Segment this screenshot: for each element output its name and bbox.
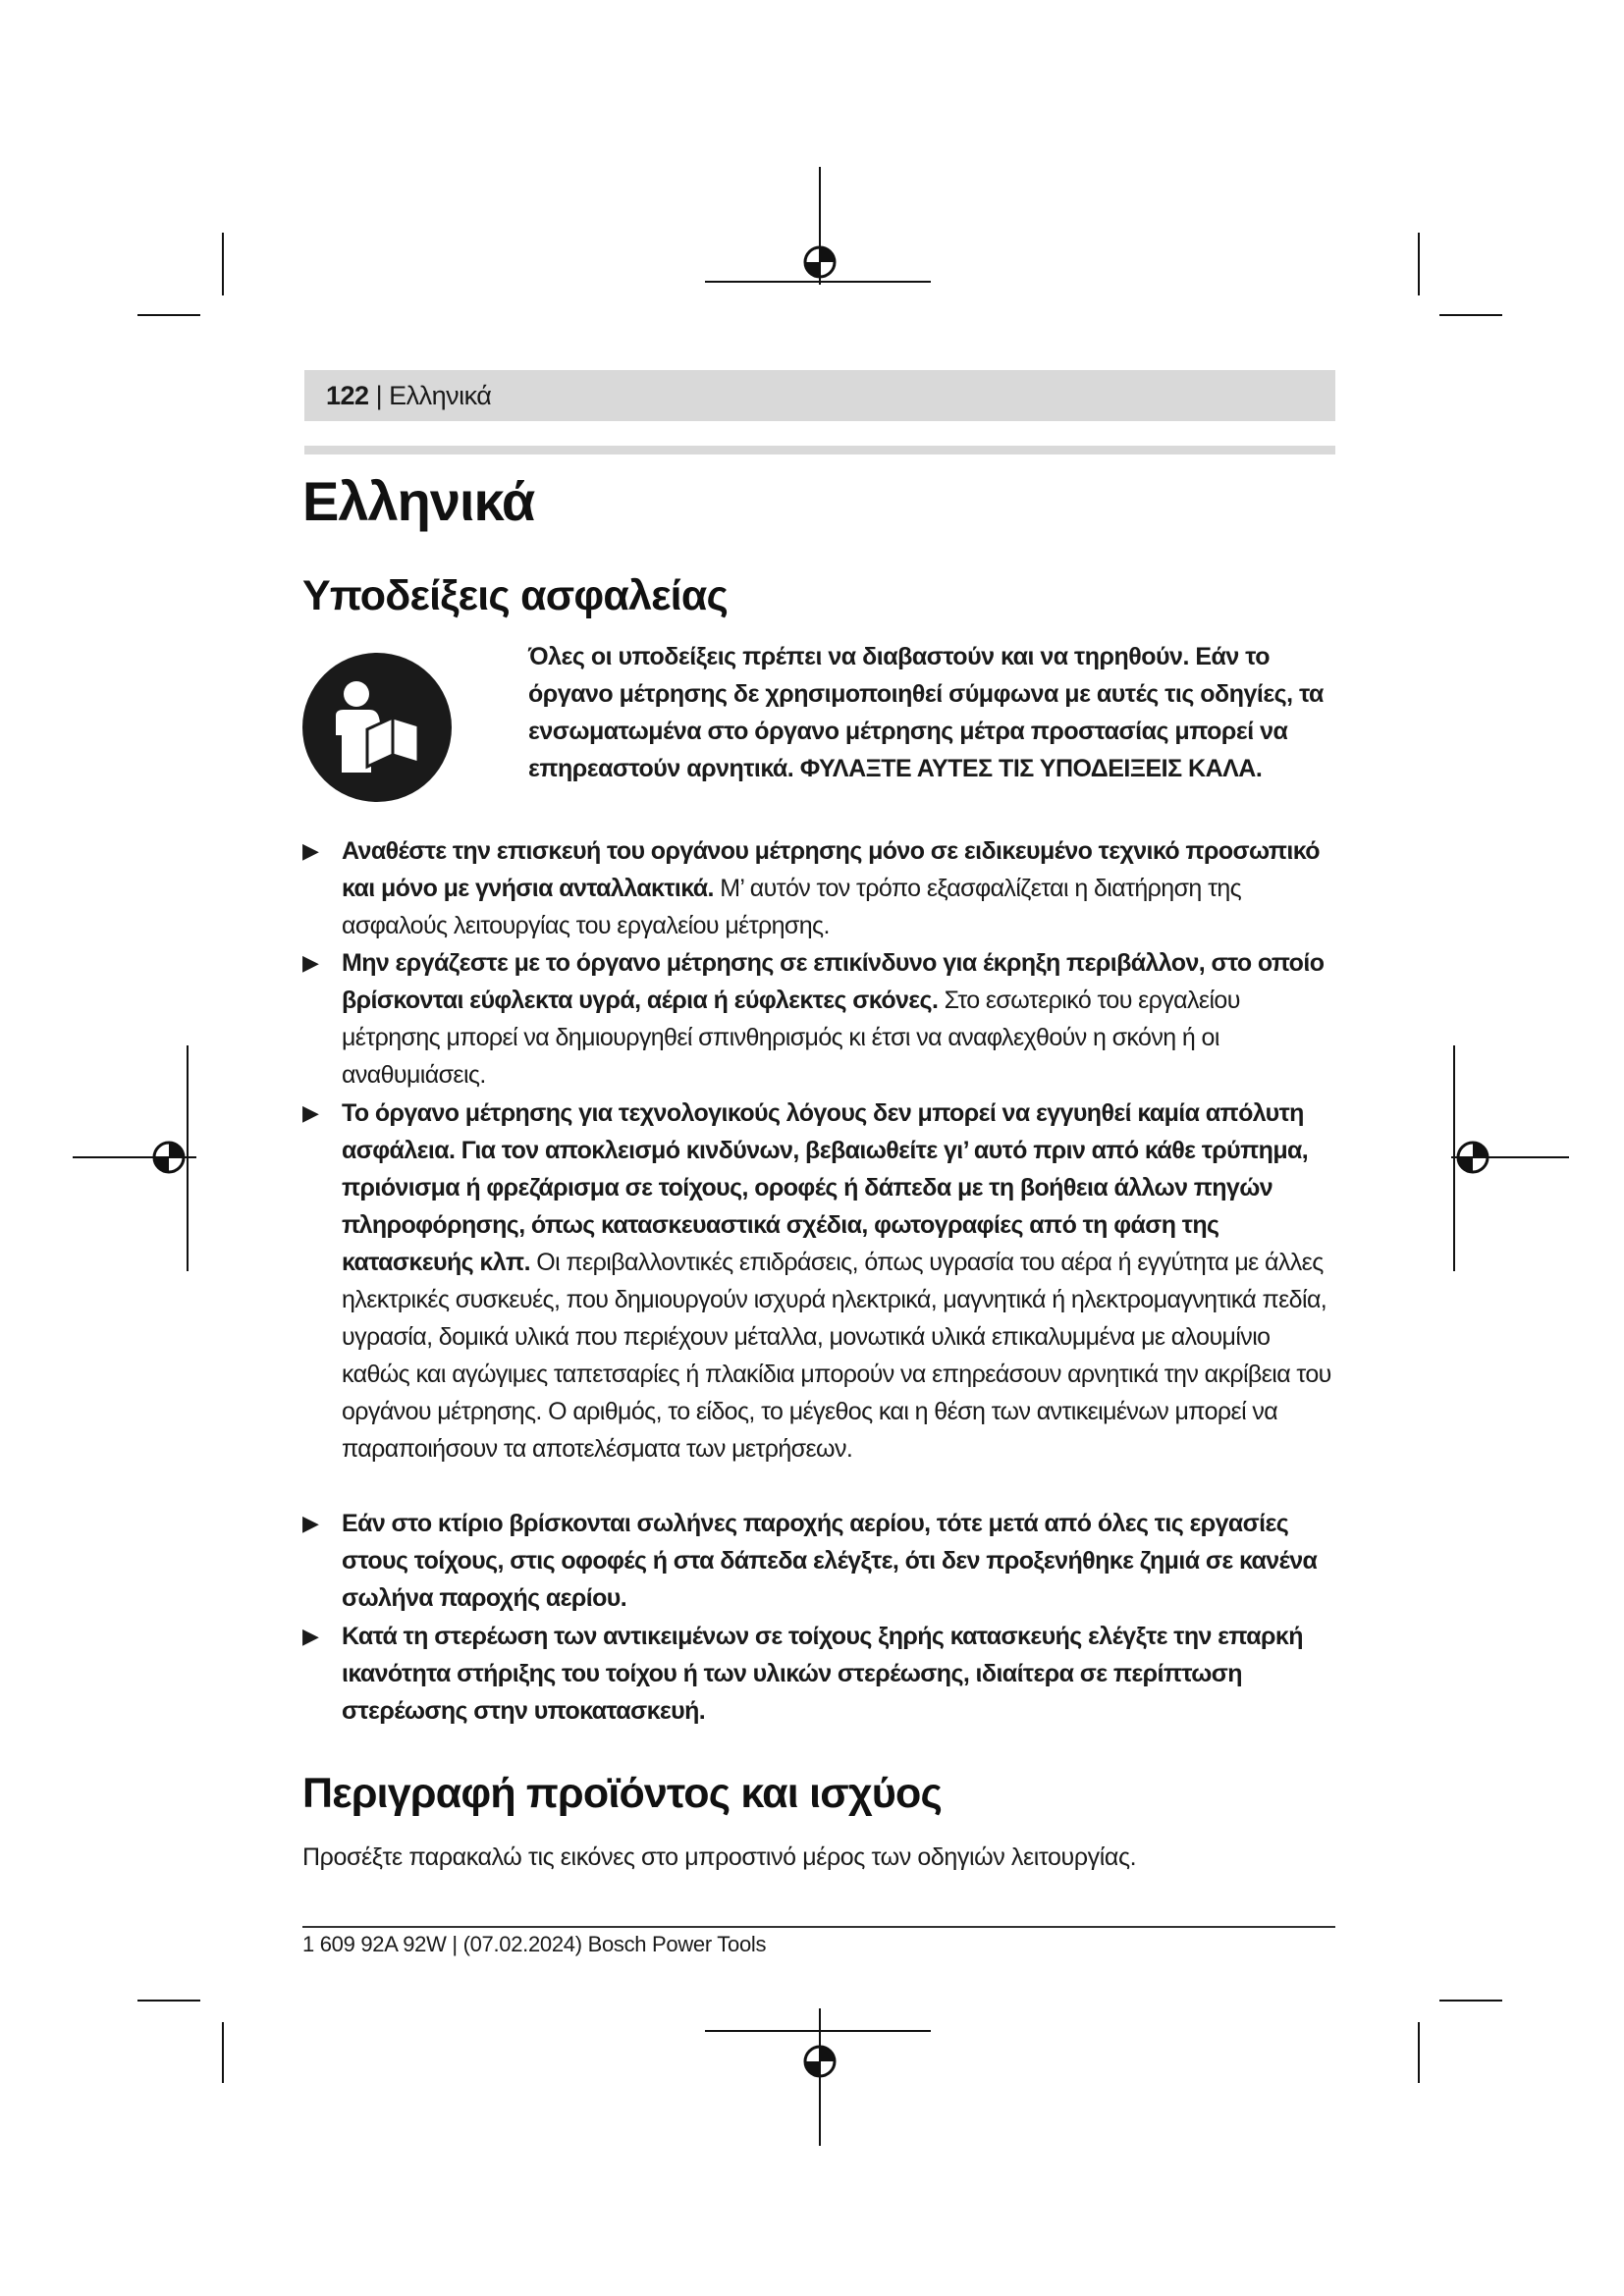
crop-mark bbox=[1418, 233, 1420, 295]
list-item bbox=[302, 1505, 1335, 1617]
triangle-bullet-icon: ▶ bbox=[302, 1100, 319, 1125]
triangle-bullet-icon: ▶ bbox=[302, 1511, 319, 1535]
item-bold-text: Κατά τη στερέωση των αντικειμένων σε τοίχους ξηρής κατασκευής ελέγξτε την επαρκή ικανότητα στήριξης του τοίχου ή των υλικών στερέωσης, ιδιαίτερα σε περίπτωση στερέωσης στην υποκατασκευή. bbox=[342, 1623, 1303, 1725]
footer-date: (07.02.2024) bbox=[462, 1932, 582, 1956]
running-header bbox=[304, 370, 1335, 421]
item-bold-text: Το όργανο μέτρησης για τεχνολογικούς λόγους δεν μπορεί να εγγυηθεί καμία απόλυτη ασφάλεια. Για τον αποκλεισμό κινδύνων, βεβαιωθείτε γι’ αυτό πριν από κάθε τρύπημα, πριόνισμα ή φρεζάρισμα σε τοίχους, οροφές ή δάπεδα με τη βοήθεια άλλων πηγών πληροφόρησης, όπως κατασκευαστικά σχέδια, φωτογραφίες από τη φάση της κατασκευής κλπ. bbox=[342, 1099, 1309, 1276]
list-item bbox=[302, 944, 1335, 1094]
header-rule bbox=[304, 446, 1335, 454]
page-title: Ελληνικά bbox=[302, 470, 535, 532]
crop-mark bbox=[222, 2022, 224, 2083]
crop-mark bbox=[1418, 2022, 1420, 2083]
crop-mark bbox=[73, 1156, 196, 1158]
crop-mark bbox=[1439, 314, 1502, 316]
item-text: Στο εσωτερικό του εργαλείου μέτρησης μπορεί να δημιουργηθεί σπινθηρισμός κι έτσι να αναφλεχθούν η σκόνη ή οι αναθυμιάσεις. bbox=[342, 987, 1240, 1089]
crop-mark bbox=[187, 1045, 189, 1271]
item-text: Μ’ αυτόν τον τρόπο εξασφαλίζεται η διατήρηση της ασφαλούς λειτουργίας του εργαλείου μέτρησης. bbox=[342, 875, 1242, 939]
page-number: 122 bbox=[326, 381, 369, 410]
page-footer: 1 609 92A 92W | (07.02.2024) Bosch Power Tools bbox=[302, 1932, 767, 1956]
footer-brand: Bosch Power Tools bbox=[587, 1932, 767, 1956]
triangle-bullet-icon: ▶ bbox=[302, 838, 319, 863]
crop-mark bbox=[705, 281, 931, 283]
product-note: Προσέξτε παρακαλώ τις εικόνες στο μπροστινό μέρος των οδηγιών λειτουργίας. bbox=[302, 1843, 1137, 1871]
crop-mark bbox=[1439, 2000, 1502, 2002]
crop-mark bbox=[222, 233, 224, 295]
list-item bbox=[302, 832, 1335, 944]
footer-rule bbox=[302, 1926, 1335, 1928]
list-item bbox=[302, 1095, 1335, 1468]
header-separator: | bbox=[375, 381, 383, 410]
crop-mark bbox=[705, 2030, 931, 2032]
crop-mark bbox=[819, 167, 821, 285]
list-item bbox=[302, 1618, 1335, 1730]
item-text: Οι περιβαλλοντικές επιδράσεις, όπως υγρασία του αέρα ή εγγύτητα με άλλες ηλεκτρικές συσκευές, που δημιουργούν ισχυρά ηλεκτρικά, μαγνητικά ή ηλεκτρομαγνητικά πεδία, υγρασία, δομικά υλικά που περιέχουν μέταλλα, μονωτικά υλικά επικαλυμμένα με αλουμίνιο καθώς και αγώγιμες ταπετσαρίες ή πλακίδια μπορούν να επηρεάσουν αρνητικά την ακρίβεια του οργάνου μέτρησης. Ο αριθμός, το είδος, το μέγεθος και η θέση των αντικειμένων μπορεί να παραποιήσουν τα αποτελέσματα των μετρήσεων. bbox=[342, 1249, 1331, 1463]
footer-code: 1 609 92A 92W bbox=[302, 1932, 447, 1956]
item-bold-text: Μην εργάζεστε με το όργανο μέτρησης σε επικίνδυνο για έκρηξη περιβάλλον, στο οποίο βρίσκονται εύφλεκτα υγρά, αέρια ή εύφλεκτες σκόνες. bbox=[342, 949, 1325, 1014]
item-bold-text: Αναθέστε την επισκευή του οργάνου μέτρησης μόνο σε ειδικευμένο τεχνικό προσωπικό και μόνο με γνήσια ανταλλακτικά. bbox=[342, 837, 1320, 902]
crop-mark bbox=[1453, 1045, 1455, 1271]
read-manual-icon bbox=[302, 653, 452, 802]
crop-mark bbox=[1451, 1156, 1569, 1158]
product-heading: Περιγραφή προϊόντος και ισχύος bbox=[302, 1770, 943, 1817]
triangle-bullet-icon: ▶ bbox=[302, 950, 319, 975]
triangle-bullet-icon: ▶ bbox=[302, 1624, 319, 1648]
item-bold-text: Εάν στο κτίριο βρίσκονται σωλήνες παροχής αερίου, τότε μετά από όλες τις εργασίες στους τοίχους, στις οφοφές ή στα δάπεδα ελέγξτε, ότι δεν προξενήθηκε ζημιά σε κανένα σωλήνα παροχής αερίου. bbox=[342, 1510, 1318, 1612]
safety-heading: Υποδείξεις ασφαλείας bbox=[302, 572, 729, 619]
crop-mark bbox=[137, 314, 200, 316]
crop-mark bbox=[137, 2000, 200, 2002]
header-language: Ελληνικά bbox=[389, 381, 492, 410]
safety-intro: Όλες οι υποδείξεις πρέπει να διαβαστούν και να τηρηθούν. Εάν το όργανο μέτρησης δε χρησιμοποιηθεί σύμφωνα με αυτές τις οδηγίες, τα ενσωματωμένα στο όργανο μέτρησης μέτρα προστασίας μπορεί να επηρεαστούν αρνητικά. ΦΥΛΑΞΤΕ ΑΥΤΕΣ ΤΙΣ ΥΠΟΔΕΙΞΕΙΣ ΚΑΛΑ. bbox=[528, 643, 1324, 782]
crop-mark bbox=[819, 2008, 821, 2146]
